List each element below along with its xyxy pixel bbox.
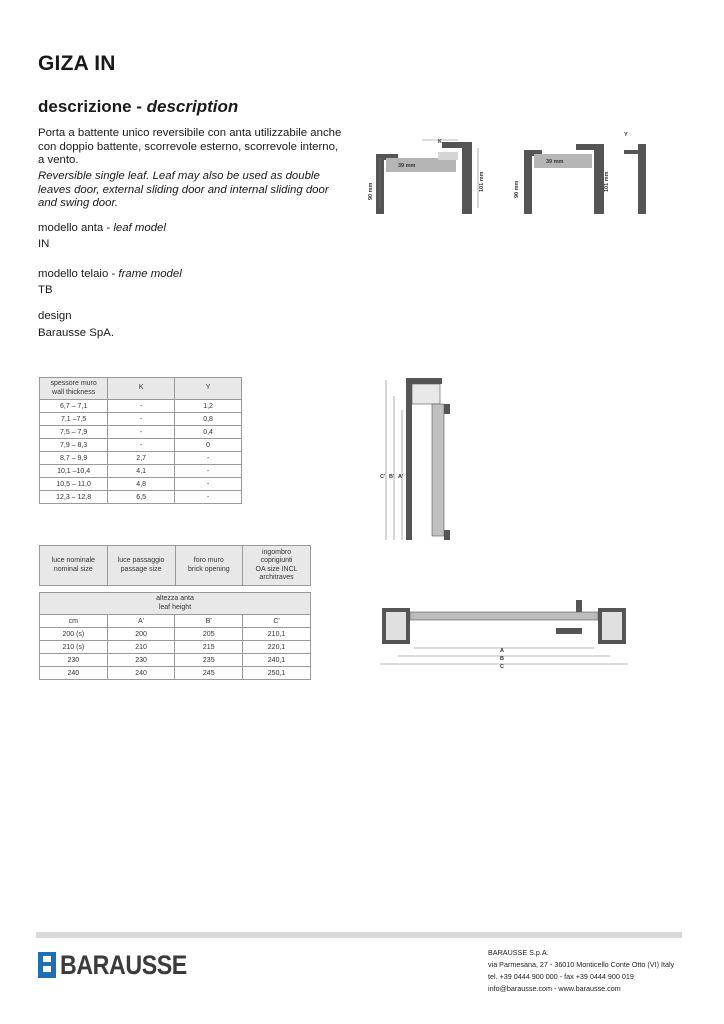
plan-leaf: [410, 612, 598, 620]
size-table: [39, 592, 311, 680]
frame-model-label: [38, 268, 182, 282]
footer-phone: tel. +39 0444 900 000 - fax +39 0444 900 019: [488, 972, 634, 981]
wall-thickness-table: [39, 377, 242, 504]
size-cell: 240: [40, 667, 108, 680]
wall-cell: -: [175, 478, 242, 491]
size-row: [40, 641, 311, 654]
size-col-label-b: B': [175, 615, 243, 628]
size-col-nominal: luce nominale nominal size: [40, 546, 108, 586]
dim-y: Y: [624, 132, 628, 138]
plan-jamb-left-inner: [386, 612, 406, 640]
size-cell: 235: [175, 654, 243, 667]
wall-cell: 1,2: [175, 400, 242, 413]
frame-model-label-it: modello telaio -: [38, 268, 119, 280]
dim-90-left: 90 mm: [368, 182, 374, 200]
dim-b-prime: B': [389, 474, 395, 480]
size-col-passage: luce passaggio passage size: [107, 546, 175, 586]
plan-dim-a: A: [500, 648, 504, 654]
wall-cell: 0,4: [175, 426, 242, 439]
design-value: Barausse SpA.: [38, 327, 114, 339]
size-cell: 200: [107, 628, 175, 641]
leaf-model-label-it: modello anta -: [38, 222, 114, 234]
wall-cell: -: [108, 426, 175, 439]
elevation-hinge-top: [444, 404, 450, 414]
section-label-en: description: [146, 97, 239, 116]
size-row: [40, 667, 311, 680]
size-cell: 210 (s): [40, 641, 108, 654]
size-cell: 230: [107, 654, 175, 667]
wall-cell: 4,1: [108, 465, 175, 478]
design-label: design: [38, 310, 72, 322]
wall-col-y: Y: [175, 378, 242, 400]
plan-dim-b: B: [500, 656, 504, 662]
wall-row: [40, 478, 242, 491]
dim-90-mid: 90 mm: [514, 180, 520, 198]
dim-39-mid: 39 mm: [546, 159, 564, 165]
size-cell: 240,1: [243, 654, 311, 667]
wall-col-thickness: spessore muro wall thickness: [40, 378, 108, 400]
elevation-hinge-bottom: [444, 530, 450, 540]
size-cell: 240: [107, 667, 175, 680]
wall-cell: -: [175, 491, 242, 504]
leaf-height-header: altezza anta leaf height: [40, 593, 311, 615]
wall-cell: 7,1 –7,5: [40, 413, 108, 426]
leaf-model-label-en: leaf model: [113, 222, 166, 234]
wall-cell: 2,7: [108, 452, 175, 465]
wall-col-k: K: [108, 378, 175, 400]
size-header-table: [39, 545, 311, 586]
size-cell: 200 (s): [40, 628, 108, 641]
elevation-frame: [406, 378, 412, 540]
wall-cell: 6,5: [108, 491, 175, 504]
page-title: GIZA IN: [38, 52, 116, 75]
wall-cell: 0,8: [175, 413, 242, 426]
wall-row: [40, 400, 242, 413]
wall-row: [40, 413, 242, 426]
size-cell: 215: [175, 641, 243, 654]
wall-row: [40, 426, 242, 439]
leaf-edge-left: [438, 152, 458, 160]
door-elevation-drawing: [378, 374, 458, 546]
footer-company: BARAUSSE S.p.A.: [488, 948, 549, 957]
plan-jamb-right-inner: [602, 612, 622, 640]
frame-top-mid-right: [576, 144, 604, 150]
description-en: Reversible single leaf. Leaf may also be used as double leaves door, external sliding door and internal sliding door and swing door.: [38, 170, 329, 210]
door-plan-drawing: [376, 598, 634, 672]
footer-web: info@barausse.com - www.barausse.com: [488, 984, 621, 993]
dim-101-left: 101 mm: [479, 171, 485, 192]
wall-row: [40, 452, 242, 465]
size-cell: 210,1: [243, 628, 311, 641]
wall-cell: -: [108, 400, 175, 413]
frame-top-y: [624, 150, 638, 154]
frame-jamb-mid-right: [594, 144, 604, 214]
elevation-frame-top: [406, 378, 442, 384]
section-label: descrizione -: [38, 97, 147, 116]
wall-cell: 10,1 –10,4: [40, 465, 108, 478]
leaf-model-label: [38, 222, 166, 236]
leaf-section-left: [386, 158, 456, 172]
dim-c-prime: C': [380, 474, 386, 480]
wall-row: [40, 465, 242, 478]
size-cell: 245: [175, 667, 243, 680]
wall-cell: -: [108, 413, 175, 426]
wall-row: [40, 439, 242, 452]
size-col-oa: ingombro coprigiunti OA size INCL architraves: [243, 546, 311, 586]
wall-cell: 4,8: [108, 478, 175, 491]
logo-mark-icon: [38, 952, 58, 978]
wall-cell: 6,7 – 7,1: [40, 400, 108, 413]
size-cell: 220,1: [243, 641, 311, 654]
frame-jamb-right: [462, 142, 472, 214]
section-heading: [38, 97, 238, 117]
frame-jamb-mid-left: [524, 150, 532, 214]
elevation-header-box: [412, 384, 440, 404]
dim-101-mid: 101 mm: [604, 171, 610, 192]
frame-top-right: [442, 142, 472, 148]
leaf-model-value: IN: [38, 238, 50, 250]
wall-cell: 0: [175, 439, 242, 452]
wall-cell: 12,3 – 12,8: [40, 491, 108, 504]
size-col-label-c: C': [243, 615, 311, 628]
size-cell: 250,1: [243, 667, 311, 680]
frame-jamb-y: [638, 144, 646, 214]
company-logo: BARAUSSE: [60, 950, 187, 980]
wall-cell: 7,5 – 7,9: [40, 426, 108, 439]
plan-handle-top: [576, 600, 582, 612]
frame-model-value: TB: [38, 284, 53, 296]
wall-row: [40, 491, 242, 504]
footer-address: via Parmesana, 27 - 36010 Monticello Conte Otto (VI) Italy: [488, 960, 675, 969]
elevation-leaf: [432, 404, 444, 536]
size-row: [40, 654, 311, 667]
wall-cell: -: [175, 452, 242, 465]
footer-divider: [36, 932, 682, 938]
size-col-label-a: A': [107, 615, 175, 628]
dim-k: K: [438, 139, 442, 145]
wall-cell: 10,5 – 11,0: [40, 478, 108, 491]
wall-cell: 8,7 – 9,9: [40, 452, 108, 465]
size-col-brick: foro muro brick opening: [175, 546, 243, 586]
plan-handle-bottom: [556, 628, 582, 634]
size-cell: 210: [107, 641, 175, 654]
wall-cell: -: [175, 465, 242, 478]
size-col-label-cm: cm: [40, 615, 108, 628]
description-it: Porta a battente unico reversibile con anta utilizzabile anche con doppio battente, scorrevole esterno, scorrevole interno, a vento.: [38, 127, 342, 167]
plan-dim-c: C: [500, 664, 504, 670]
size-cell: 205: [175, 628, 243, 641]
size-cell: 230: [40, 654, 108, 667]
wall-cell: -: [108, 439, 175, 452]
dim-a-prime: A': [398, 474, 404, 480]
wall-cell: 7,9 – 8,3: [40, 439, 108, 452]
frame-section-drawings: [362, 128, 662, 228]
size-row: [40, 628, 311, 641]
dim-39-left: 39 mm: [398, 163, 416, 169]
frame-section-right: [624, 144, 646, 214]
frame-model-label-en: frame model: [118, 268, 182, 280]
